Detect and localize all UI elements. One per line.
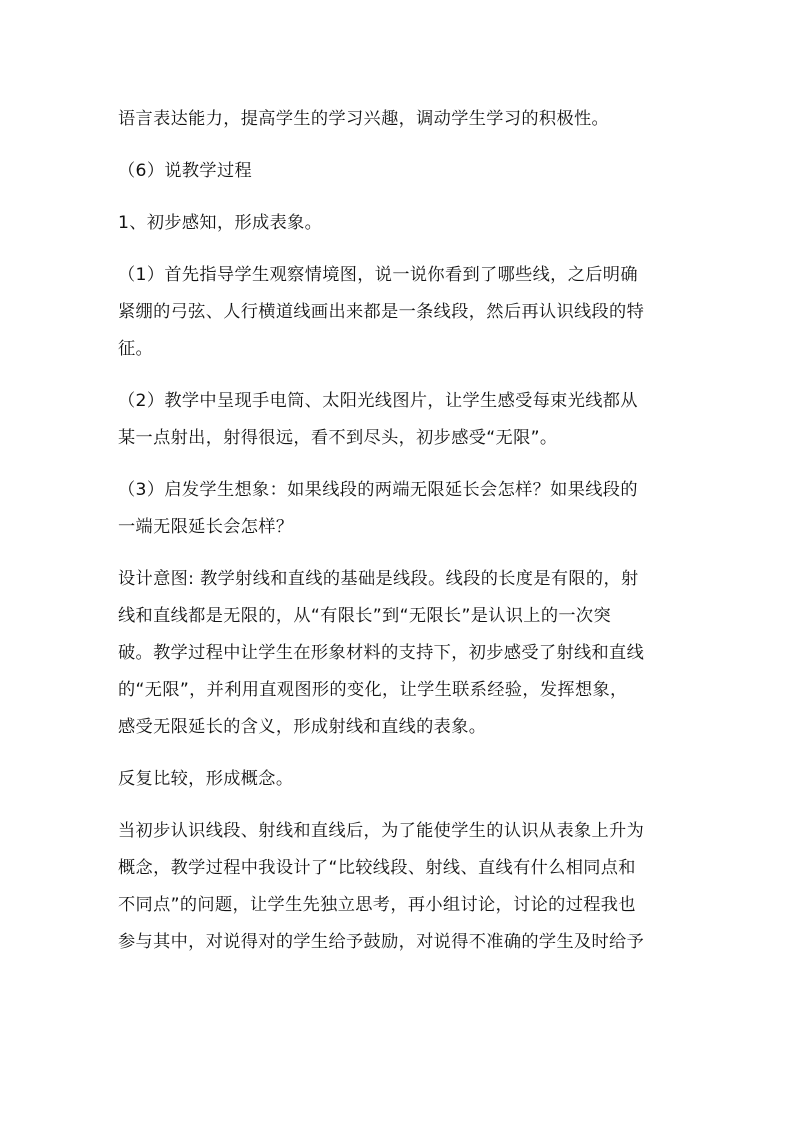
text-line: 一端无限延长会怎样？ xyxy=(118,517,294,537)
text-line: 设计意图: 教学射线和直线的基础是线段。线段的长度是有限的，射 xyxy=(118,569,639,589)
text-line: 紧绷的弓弦、人行横道线画出来都是一条线段，然后再认识线段的特 xyxy=(118,302,645,322)
text-line: 征。 xyxy=(118,339,154,359)
text-line: （1）首先指导学生观察情境图，说一说你看到了哪些线，之后明确 xyxy=(118,265,638,285)
paragraph-1 xyxy=(118,101,680,138)
document-body xyxy=(118,101,680,961)
text-line: 某一点射出，射得很远，看不到尽头，初步感受“无限”。 xyxy=(118,428,558,448)
text-line: 线和直线都是无限的，从“有限长”到“无限长”是认识上的一次突 xyxy=(118,606,611,626)
paragraph-3 xyxy=(118,205,680,242)
paragraph-2 xyxy=(118,153,680,190)
section-heading: （6）说教学过程 xyxy=(118,161,253,181)
text-line: 当初步认识线段、射线和直线后，为了能使学生的认识从表象上升为 xyxy=(118,821,645,841)
text-line: 破。教学过程中让学生在形象材料的支持下，初步感受了射线和直线 xyxy=(118,643,645,663)
paragraph-5 xyxy=(118,383,680,457)
text-line: （2）教学中呈现手电筒、太阳光线图片，让学生感受每束光线都从 xyxy=(118,391,638,411)
text-line: 参与其中，对说得对的学生给予鼓励，对说得不准确的学生及时给予 xyxy=(118,932,645,952)
text-line: （3）启发学生想象：如果线段的两端无限延长会怎样？如果线段的 xyxy=(118,480,638,500)
text-line: 语言表达能力，提高学生的学习兴趣，调动学生学习的积极性。 xyxy=(118,109,610,129)
text-line: 概念，教学过程中我设计了“比较线段、射线、直线有什么相同点和 xyxy=(118,858,636,878)
text-line: 反复比较，形成概念。 xyxy=(118,769,294,789)
subsection-heading: 1、初步感知，形成表象。 xyxy=(118,213,323,233)
paragraph-6 xyxy=(118,472,680,546)
paragraph-7 xyxy=(118,561,680,746)
paragraph-4 xyxy=(118,257,680,368)
text-line: 不同点”的问题，让学生先独立思考，再小组讨论，讨论的过程我也 xyxy=(118,895,636,915)
paragraph-9 xyxy=(118,813,680,961)
paragraph-8 xyxy=(118,761,680,798)
text-line: 感受无限延长的含义，形成射线和直线的表象。 xyxy=(118,717,487,737)
text-line: 的“无限”，并利用直观图形的变化，让学生联系经验，发挥想象， xyxy=(118,680,628,700)
